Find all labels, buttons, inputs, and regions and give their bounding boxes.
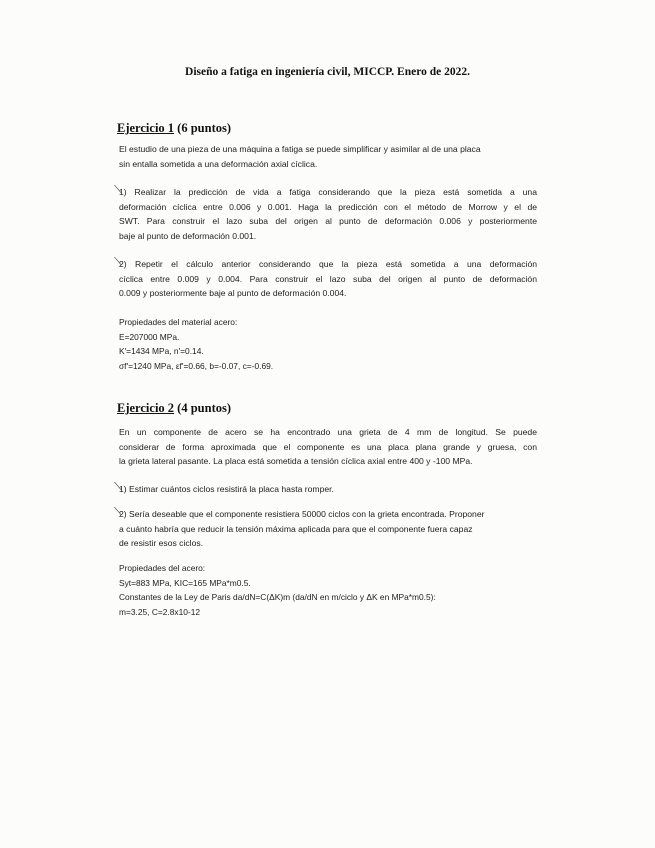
properties-title: Propiedades del acero: bbox=[119, 563, 206, 573]
text-line: baje al punto de deformación 0.001. bbox=[119, 230, 257, 241]
exercise-2-question-1 bbox=[119, 482, 537, 497]
handwritten-tick-mark: ⟍ bbox=[114, 480, 122, 493]
text-line: 2) Repetir el cálculo anterior considerando que la pieza está sometida a una deformación bbox=[119, 259, 537, 269]
properties-title: Propiedades del material acero: bbox=[119, 317, 238, 327]
exercise-2-intro bbox=[119, 425, 537, 469]
handwritten-tick-mark: ⟍ bbox=[114, 183, 122, 196]
exercise-1-intro bbox=[119, 142, 537, 171]
property-line: E=207000 MPa. bbox=[119, 331, 180, 342]
text-line: la grieta lateral pasante. La placa está sometida a tensión cíclica axial entre 400 y -100 MPa. bbox=[119, 456, 473, 466]
exercise-1-material-properties bbox=[119, 315, 273, 373]
exercise-1-question-2 bbox=[119, 257, 537, 301]
property-line: K'=1434 MPa, n'=0.14. bbox=[119, 346, 204, 356]
text-line: considerar de forma aproximada que el componente es una placa plana grande y gruesa, con bbox=[119, 441, 537, 452]
exercise-2-points: (4 puntos) bbox=[174, 401, 232, 415]
exercise-1-points: (6 puntos) bbox=[174, 121, 232, 135]
exercise-1-heading bbox=[117, 121, 231, 136]
handwritten-tick-mark: ⟍ bbox=[114, 255, 122, 268]
text-line: 0.009 y posteriormente baje al punto de deformación 0.004. bbox=[119, 288, 347, 298]
text-line: sin entalla sometida a una deformación axial cíclica. bbox=[119, 158, 318, 169]
handwritten-tick-mark: ⟍ bbox=[114, 505, 122, 518]
text-line: deformación cíclica entre 0.006 y 0.001. Haga la predicción con el método de Morrow y el de bbox=[119, 201, 537, 212]
property-line-paris-constants: m=3.25, C=2.8x10-12 bbox=[119, 606, 201, 617]
property-line: σf'=1240 MPa, εf'=0.66, b=-0.07, c=-0.69. bbox=[119, 360, 274, 371]
exercise-2-label: Ejercicio 2 bbox=[117, 401, 175, 415]
document-title: Diseño a fatiga en ingeniería civil, MICCP. Enero de 2022. bbox=[185, 66, 470, 78]
property-line-yield-toughness: Syt=883 MPa, KIC=165 MPa*m0.5. bbox=[119, 577, 251, 588]
exercise-2-material-properties bbox=[119, 561, 436, 619]
exercise-1-question-1 bbox=[119, 185, 537, 243]
text-line: 1) Estimar cuántos ciclos resistirá la placa hasta romper. bbox=[119, 484, 334, 494]
text-line: a cuánto habría que reducir la tensión máxima aplicada para que el componente fuera capaz bbox=[119, 523, 473, 534]
property-line-paris-law: Constantes de la Ley de Paris da/dN=C(ΔK)m (da/dN en m/ciclo y ΔK en MPa*m0.5): bbox=[119, 592, 436, 602]
text-line: 2) Sería deseable que el componente resistiera 50000 ciclos con la grieta encontrada. Proponer bbox=[119, 509, 485, 519]
text-line: 1) Realizar la predicción de vida a fatiga considerando que la pieza está sometida a una bbox=[119, 187, 537, 197]
text-line: de resistir esos ciclos. bbox=[119, 538, 204, 548]
text-line: El estudio de una pieza de una máquina a fatiga se puede simplificar y asimilar al de una placa bbox=[119, 144, 481, 154]
exercise-2-question-2 bbox=[119, 507, 537, 551]
exercise-1-label: Ejercicio 1 bbox=[117, 121, 175, 135]
text-line: cíclica entre 0.009 y 0.004. Para construir el lazo suba del origen al punto de deformación bbox=[119, 273, 537, 284]
text-line: En un componente de acero se ha encontrado una grieta de 4 mm de longitud. Se puede bbox=[119, 427, 537, 437]
text-line: SWT. Para construir el lazo suba del origen al punto de deformación 0.006 y posteriormente bbox=[119, 216, 537, 226]
exercise-2-heading bbox=[117, 401, 231, 416]
